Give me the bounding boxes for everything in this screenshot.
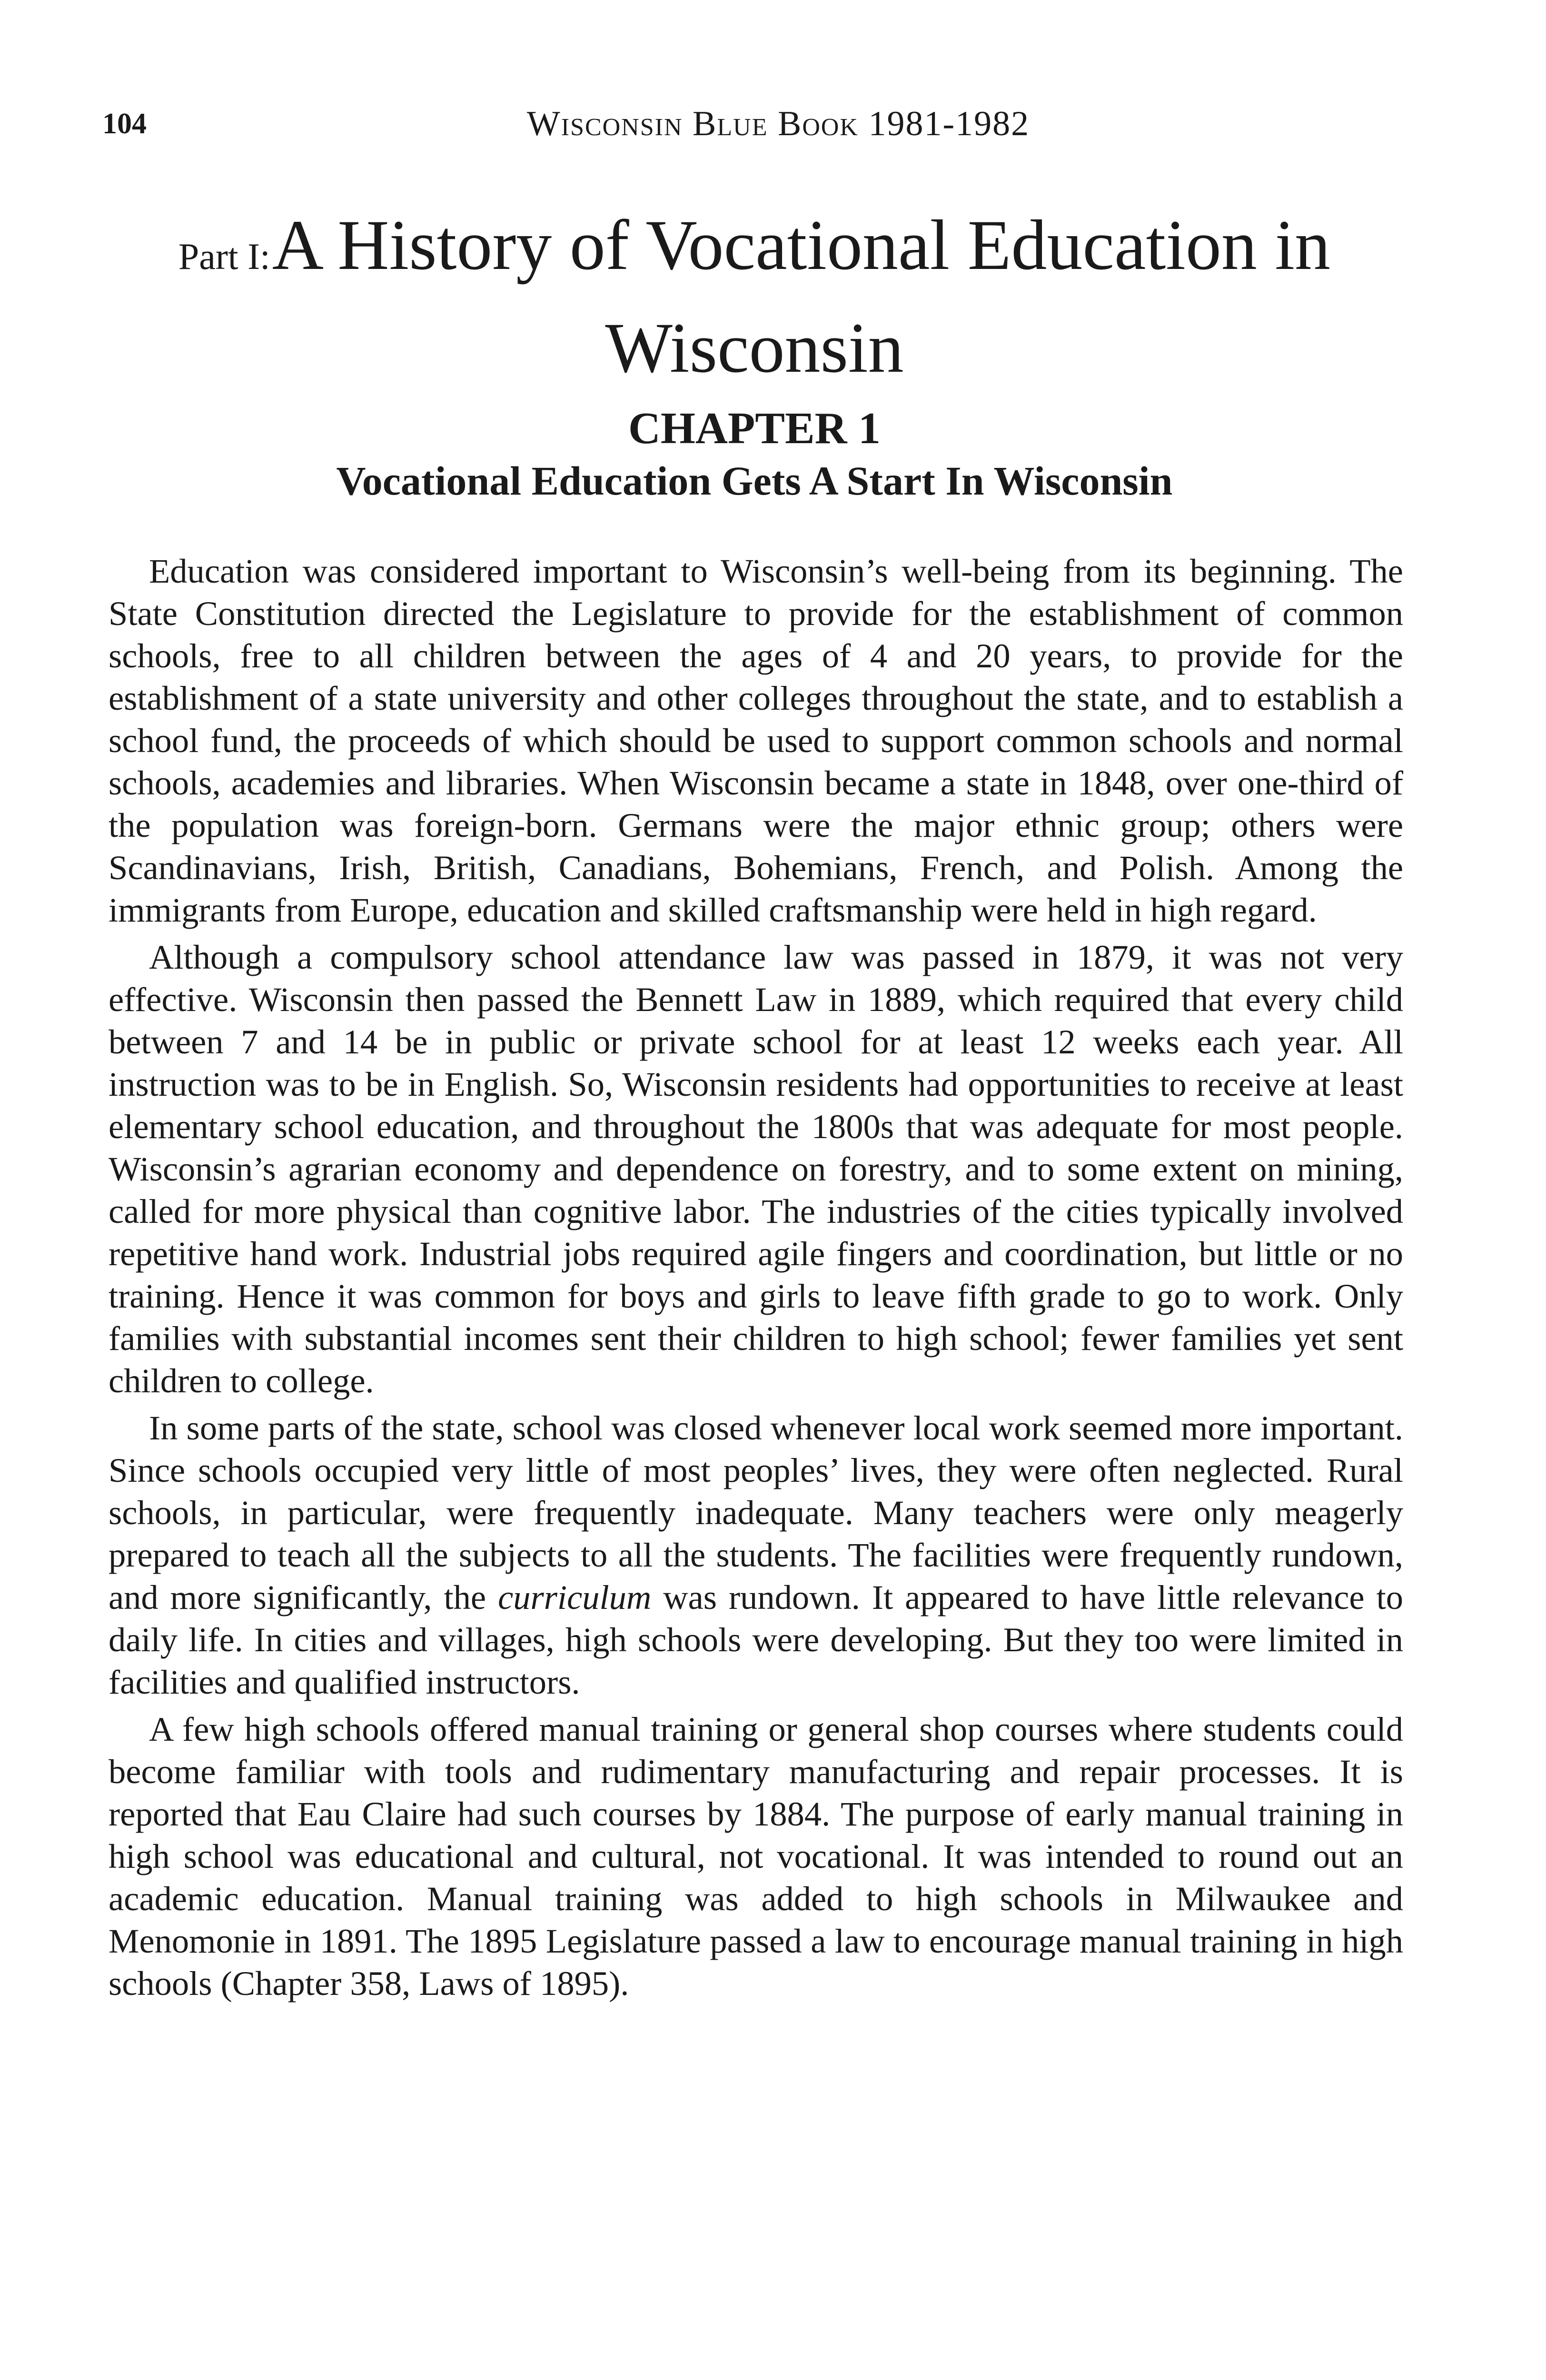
page-number: 104 bbox=[102, 108, 147, 140]
part-title bbox=[107, 205, 1402, 410]
body-text bbox=[109, 550, 1403, 2004]
paragraph-3-part-2: was rundown. It appeared to have little relevance to daily life. In cities and villages, high schools were developing. But they too were limited in facilities and qualified instructors. bbox=[109, 1578, 1403, 1701]
chapter-title: Vocational Education Gets A Start In Wisconsin bbox=[336, 458, 1173, 504]
paragraph-1: Education was considered important to Wisconsin’s well-being from its beginning. The State Constitution directed the Legislature to provide for the establishment of common schools, free to all children between the ages of 4 and 20 years, to provide for the establishment of a state university and other colleges throughout the state, and to establish a school fund, the proceeds of which should be used to support common schools and normal schools, academies and libraries. When Wisconsin became a state in 1848, over one-third of the population was foreign-born. Germans were the major ethnic group; others were Scandinavians, Irish, British, Canadians, Bohemians, French, and Polish. Among the immigrants from Europe, education and skilled craftsmanship were held in high regard. bbox=[109, 552, 1403, 929]
chapter-label: CHAPTER 1 bbox=[628, 404, 881, 453]
running-header bbox=[102, 102, 1411, 145]
emphasis-curriculum: curriculum bbox=[498, 1578, 652, 1616]
paragraph-3-part-1: In some parts of the state, school was closed whenever local work seemed more important. Since schools occupied very little of most peoples’ lives, they were often neglected. Rural schools, in particular, were frequently inadequate. Many teachers were only meagerly prepared to teach all the subjects to all the students. The facilities were frequently rundown, and more significantly, the bbox=[109, 1408, 1403, 1616]
paragraph-3 bbox=[109, 1407, 1403, 1703]
paragraph-2: Although a compulsory school attendance law was passed in 1879, it was not very effective. Wisconsin then passed the Bennett Law in 1889, which required that every child between 7 and 14 be in public or private school for at least 12 weeks each year. All instruction was to be in English. So, Wisconsin residents had opportunities to receive at least elementary school education, and throughout the 1800s that was adequate for most people. Wisconsin’s agrarian economy and dependence on forestry, and to some extent on mining, called for more physical than cognitive labor. The industries of the cities typically involved repetitive hand work. Industrial jobs required agile fingers and coordination, but little or no training. Hence it was common for boys and girls to leave fifth grade to go to work. Only families with substantial incomes sent their children to high school; fewer families yet sent children to college. bbox=[109, 938, 1403, 1400]
part-label: Part I: bbox=[178, 236, 270, 277]
part-main-title: A History of Vocational Education in Wisconsin bbox=[272, 206, 1331, 387]
running-title: Wisconsin Blue Book 1981-1982 bbox=[526, 104, 1030, 143]
paragraph-4: A few high schools offered manual training or general shop courses where students could become familiar with tools and rudimentary manufacturing and repair processes. It is reported that Eau Claire had such courses by 1884. The purpose of early manual training in high school was educational and cultural, not vocational. It was intended to round out an academic education. Manual training was added to high schools in Milwaukee and Menomonie in 1891. The 1895 Legislature passed a law to encourage manual training in high schools (Chapter 358, Laws of 1895). bbox=[109, 1710, 1403, 2003]
